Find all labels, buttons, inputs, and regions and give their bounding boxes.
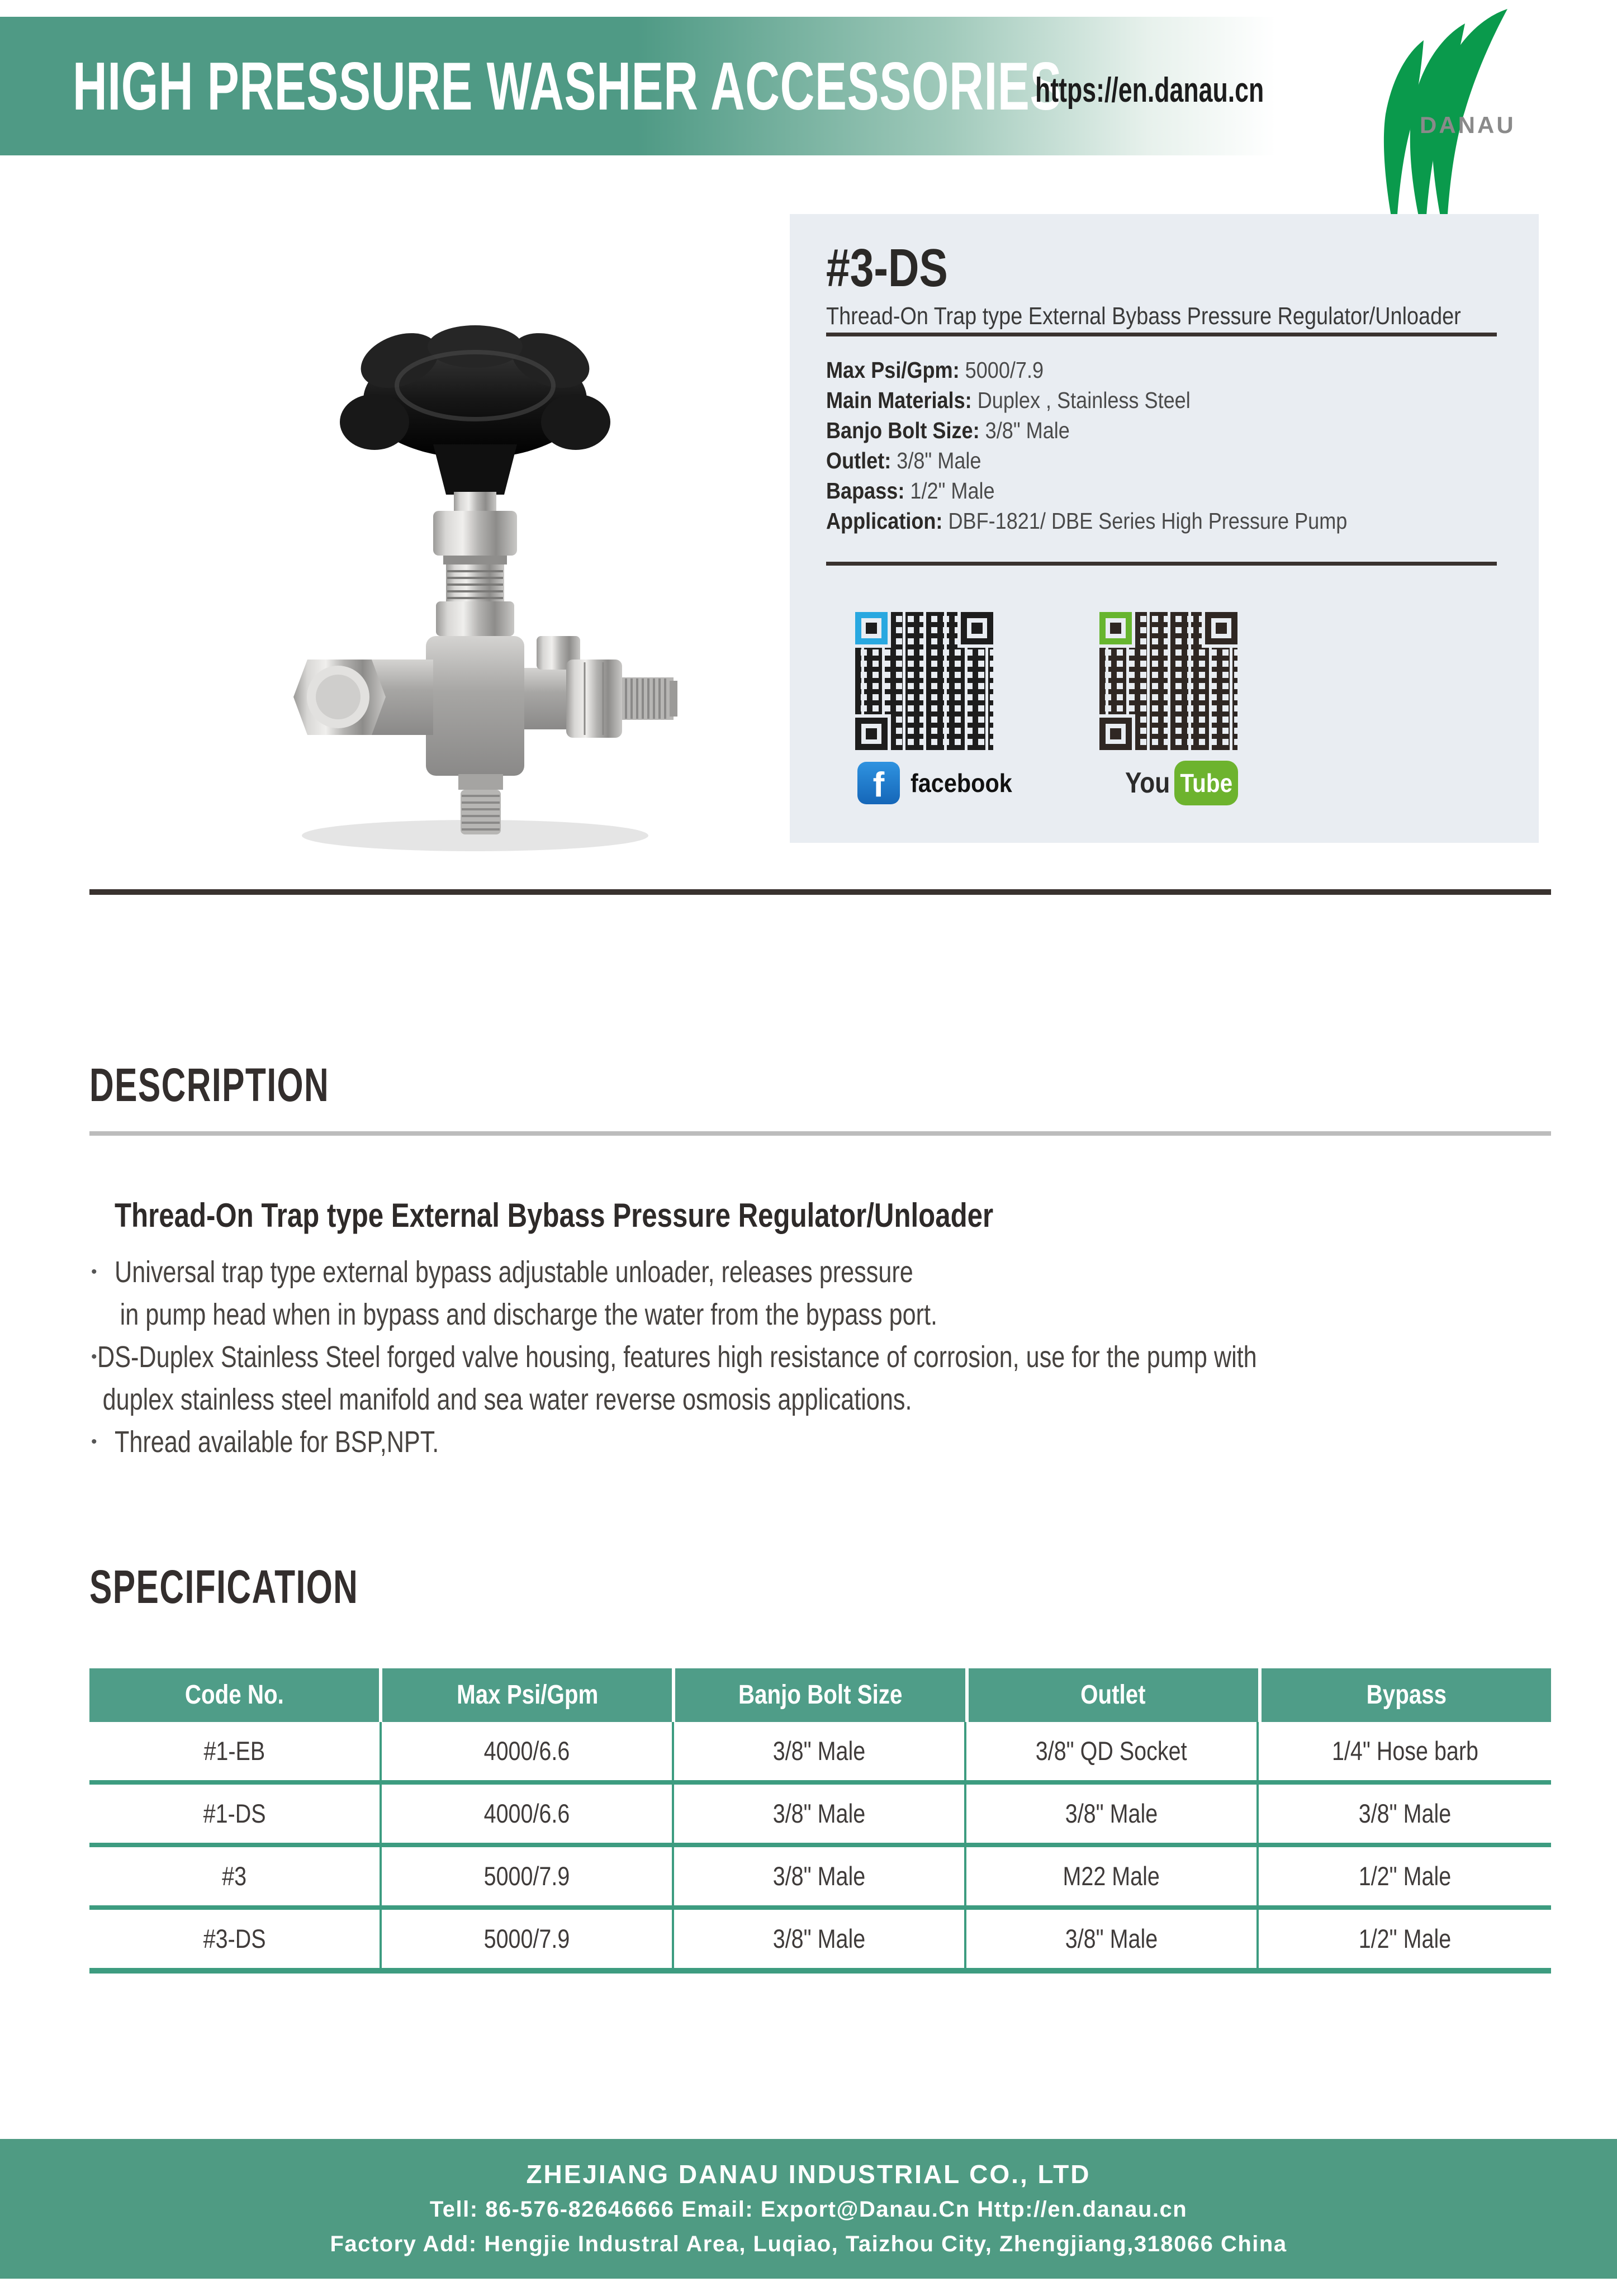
description-underline (89, 1131, 1551, 1136)
qr-finder-icon (855, 718, 888, 750)
bullet-icon: • (91, 1348, 97, 1366)
panel-divider-bottom (826, 562, 1497, 566)
address-line: Factory Add: Hengjie Industral Area, Luqiao, Taizhou City, Zhengjiang,318066 China (330, 2232, 1287, 2256)
description-bullets (91, 1251, 1522, 1463)
table-row: #1-DS 4000/6.6 3/8" Male 3/8" Male 3/8" Male (89, 1785, 1551, 1847)
spec-bypass: Bapass: 1/2" Male (826, 478, 995, 504)
table-header-row (89, 1668, 1551, 1722)
footer (0, 2139, 1617, 2279)
column-header: Banjo Bolt Size (675, 1668, 965, 1722)
bullet-icon: • (91, 1263, 97, 1281)
bullet-item: • DS-Duplex Stainless Steel forged valve housing, features high resistance of corrosion, use for the pump with duplex stainless steel manifold and sea water reverse osmosis applications. (91, 1336, 1522, 1421)
column-header: Max Psi/Gpm (382, 1668, 672, 1722)
qr-finder-icon (855, 612, 888, 644)
description-subtitle: Thread-On Trap type External Bybass Pressure Regulator/Unloader (115, 1197, 994, 1234)
facebook-qr-code (855, 612, 993, 750)
website-url: https://en.danau.cn (1035, 71, 1264, 110)
facebook-label: facebook (911, 769, 1012, 798)
bullet-icon: • (91, 1432, 97, 1451)
spec-application: Application: DBF-1821/ DBE Series High Pressure Pump (826, 508, 1348, 534)
youtube-qr-code (1099, 612, 1237, 750)
youtube-logo-tube: Tube (1174, 761, 1238, 805)
product-info-panel (790, 214, 1539, 843)
bullet-item: • Universal trap type external bypass adjustable unloader, releases pressure in pump head when in bypass and discharge the water from the bypass port. (91, 1251, 1522, 1336)
table-row: #3 5000/7.9 3/8" Male M22 Male 1/2" Male (89, 1847, 1551, 1910)
product-spec-list (826, 355, 1347, 536)
description-heading: DESCRIPTION (89, 1059, 330, 1111)
qr-finder-icon (1099, 718, 1132, 750)
product-subtitle: Thread-On Trap type External Bybass Pressure Regulator/Unloader (826, 302, 1461, 330)
header-banner (0, 17, 1276, 155)
specification-heading: SPECIFICATION (89, 1560, 359, 1613)
column-header: Code No. (89, 1668, 379, 1722)
product-code: #3-DS (826, 238, 948, 298)
qr-finder-icon (1205, 612, 1237, 644)
panel-divider-top (826, 333, 1497, 336)
spec-max-psi: Max Psi/Gpm: 5000/7.9 (826, 357, 1044, 383)
column-header: Bypass (1262, 1668, 1551, 1722)
section-divider (89, 889, 1551, 895)
table-row: #1-EB 4000/6.6 3/8" Male 3/8" QD Socket 1/4" Hose barb (89, 1722, 1551, 1785)
brand-name: DANAU (1420, 112, 1516, 138)
spec-banjo-bolt: Banjo Bolt Size: 3/8" Male (826, 418, 1070, 443)
page-title: HIGH PRESSURE WASHER ACCESSORIES (73, 48, 1063, 124)
specification-table (89, 1668, 1551, 1974)
youtube-logo-you: You (1125, 767, 1170, 799)
contact-line: Tell: 86-576-82646666 Email: Export@Danau.Cn Http://en.danau.cn (429, 2197, 1188, 2222)
spec-outlet: Outlet: 3/8" Male (826, 448, 981, 473)
product-photo-valve (224, 302, 682, 861)
qr-finder-icon (1099, 612, 1132, 644)
company-name: ZHEJIANG DANAU INDUSTRIAL CO., LTD (526, 2160, 1091, 2189)
bullet-item: • Thread available for BSP,NPT. (91, 1421, 1522, 1463)
spec-materials: Main Materials: Duplex , Stainless Steel (826, 387, 1191, 413)
column-header: Outlet (969, 1668, 1258, 1722)
qr-finder-icon (961, 612, 993, 644)
facebook-icon: f (857, 762, 900, 804)
table-row: #3-DS 5000/7.9 3/8" Male 3/8" Male 1/2" Male (89, 1910, 1551, 1974)
